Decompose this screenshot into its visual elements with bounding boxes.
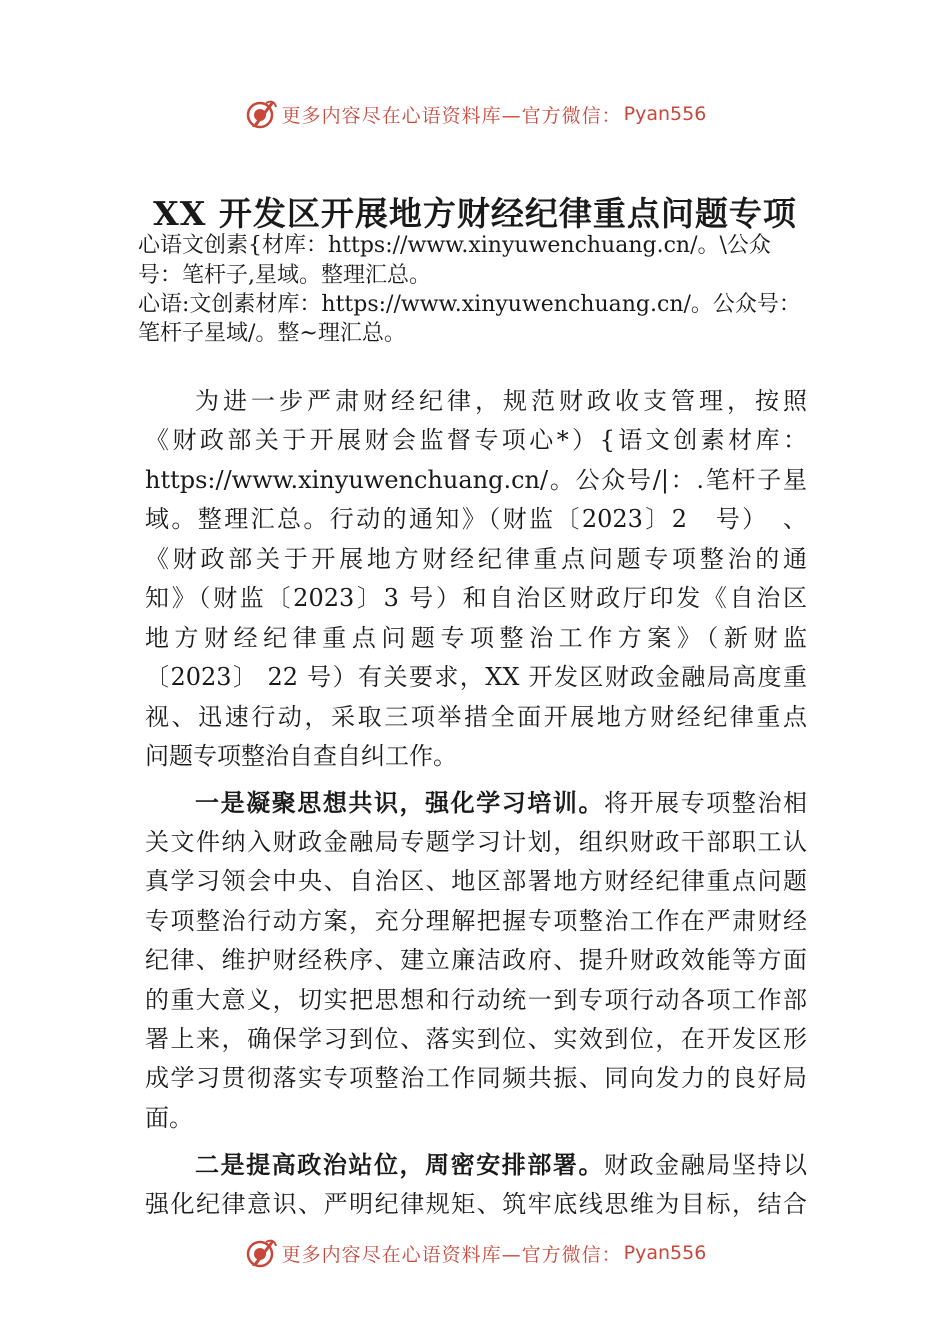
paragraph-line xyxy=(195,1150,807,1180)
quill-seal-icon xyxy=(244,1236,278,1270)
paragraph-line: 纪律、维护财经秩序、建立廉洁政府、提升财政效能等方面 xyxy=(145,946,807,974)
paragraph-line: 面。 xyxy=(145,1104,193,1132)
paragraph-heading: 一是凝聚思想共识，强化学习培训。 xyxy=(195,788,605,817)
source-line: 笔杆子星域/。整~理汇总。 xyxy=(138,321,406,346)
paragraph-line: 《财政部关于开展财会监督专项心*）{语文创素材库： xyxy=(145,426,807,454)
paragraph-line: 为进一步严肃财经纪律，规范财政收支管理，按照 xyxy=(195,387,807,415)
paragraph-text: 财政金融局坚持以 xyxy=(604,1151,808,1179)
banner-text: 更多内容尽在心语资料库—官方微信： xyxy=(281,104,622,127)
paragraph-line: 地方财经纪律重点问题专项整治工作方案》（新财监 xyxy=(145,624,807,652)
paragraph-heading: 二是提高政治站位，周密安排部署。 xyxy=(195,1150,605,1179)
source-line: 心语文创素{材库：https://www.xinyuwenchuang.cn/。\公众 xyxy=(138,233,771,258)
banner-contact: Pyan556 xyxy=(623,103,707,125)
paragraph-line: 〔2023〕 22 号）有关要求，XX 开发区财政金融局高度重 xyxy=(145,663,807,691)
paragraph-line: 专项整治行动方案，充分理解把握专项整治工作在严肃财经 xyxy=(145,907,807,935)
paragraph-line: 的重大意义，切实把思想和行动统一到专项行动各项工作部 xyxy=(145,986,807,1014)
paragraph-line: 视、迅速行动，采取三项举措全面开展地方财经纪律重点 xyxy=(145,703,807,731)
paragraph-line: 域。整理汇总。行动的通知》（财监〔2023〕2 号） 、 xyxy=(145,505,807,533)
paragraph-line: 强化纪律意识、严明纪律规矩、筑牢底线思维为目标，结合 xyxy=(145,1190,807,1218)
paragraph-line: 《财政部关于开展地方财经纪律重点问题专项整治的通 xyxy=(145,545,807,573)
paragraph-line xyxy=(195,788,807,818)
banner-contact: Pyan556 xyxy=(623,1242,707,1264)
paragraph-line: https://www.xinyuwenchuang.cn/。公众号/|：.笔杆子星 xyxy=(145,466,807,494)
document-title: XX 开发区开展地方财经纪律重点问题专项 xyxy=(153,194,797,233)
source-line: 号：笔杆子,星域。整理汇总。 xyxy=(138,263,431,288)
source-line: 心语:文创素材库：https://www.xinyuwenchuang.cn/。公众号： xyxy=(138,292,801,317)
paragraph-line: 成学习贯彻落实专项整治工作同频共振、同向发力的良好局 xyxy=(145,1064,807,1092)
paragraph-line: 真学习领会中央、自治区、地区部署地方财经纪律重点问题 xyxy=(145,867,807,895)
paragraph-text: 将开展专项整治相 xyxy=(604,789,808,817)
bottom-banner xyxy=(0,1233,950,1273)
paragraph-line: 署上来，确保学习到位、落实到位、实效到位，在开发区形 xyxy=(145,1025,807,1053)
quill-seal-icon xyxy=(244,97,278,131)
top-banner xyxy=(0,94,950,134)
paragraph-line: 知》（财监〔2023〕3 号）和自治区财政厅印发《自治区 xyxy=(145,584,807,612)
banner-text: 更多内容尽在心语资料库—官方微信： xyxy=(281,1243,622,1266)
paragraph-line: 关文件纳入财政金融局专题学习计划，组织财政干部职工认 xyxy=(145,828,807,856)
paragraph-line: 问题专项整治自查自纠工作。 xyxy=(145,742,457,770)
